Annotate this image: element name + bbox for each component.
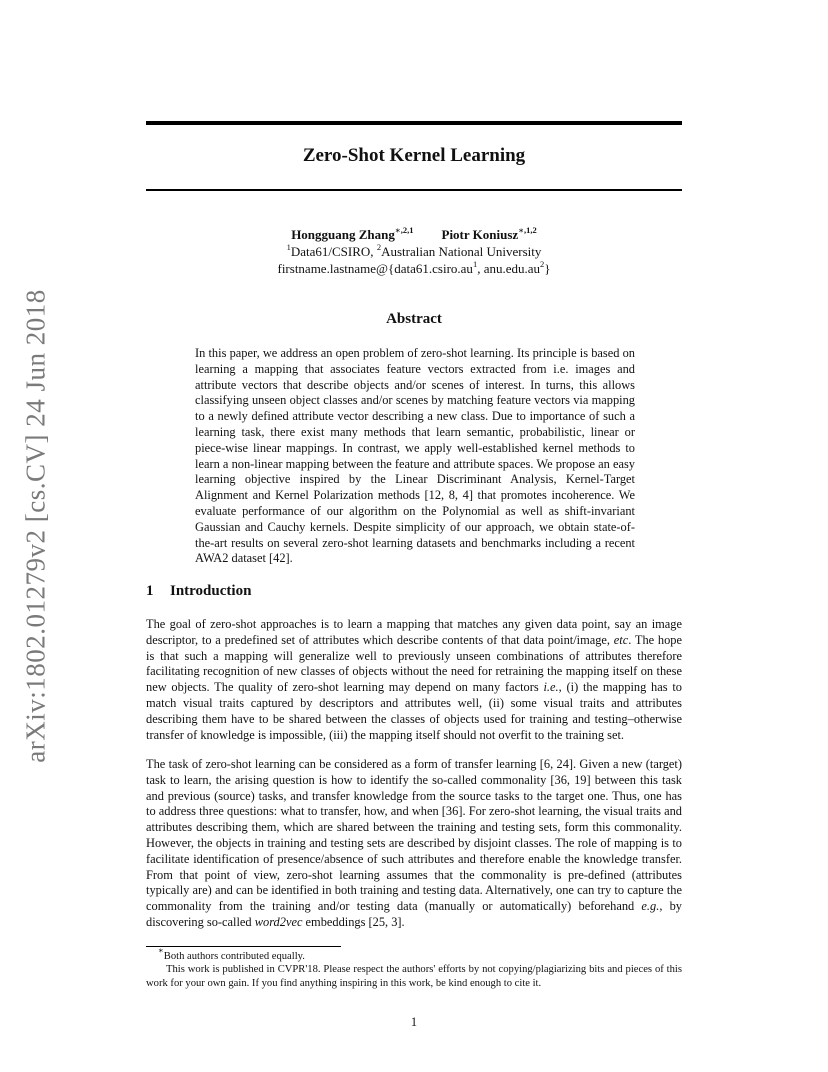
abstract-text: In this paper, we address an open problem of zero-shot learning. Its principle is based on learning a mapping that associates feature vectors extracted from i.e. images and attribute vectors that describe objects and/or scenes of interest. In turns, this allows classifying unseen object classes and/or scenes by matching feature vectors via mapping to a newly defined attribute vector describing a new class. Due to importance of such a learning task, there exist many methods that learn semantic, probabilistic, linear or piece-wise linear mappings. In contrast, we apply well-established kernel methods to learn a non-linear mapping between the feature and attribute spaces. We propose an easy learning objective inspired by the Linear Discriminant Analysis, Kernel-Target Alignment and Kernel Polarization methods [12, 8, 4] that promotes incoherence. We evaluate performance of our algorithm on the Polynomial as well as shift-invariant Gaussian and Cauchy kernels. Despite simplicity of our approach, we obtain state-of-the-art results on several zero-shot learning datasets and benchmarks including a recent AWA2 dataset [42]. bbox=[195, 346, 635, 566]
affil-mark-1: 1 bbox=[286, 241, 291, 252]
section-title: Introduction bbox=[170, 583, 252, 599]
author-2-affil: ∗,1,2 bbox=[518, 224, 537, 235]
author-email bbox=[146, 260, 682, 277]
p2-text-c: embeddings [25, 3]. bbox=[302, 914, 405, 929]
author-2 bbox=[441, 224, 537, 242]
arxiv-identifier-stamp: arXiv:1802.01279v2 [cs.CV] 24 Jun 2018 bbox=[20, 289, 51, 763]
footnote-1-mark: ∗ bbox=[158, 945, 164, 956]
author-1-name: Hongguang Zhang bbox=[291, 227, 395, 242]
section-number: 1 bbox=[146, 583, 154, 599]
affiliation-1: Data61/CSIRO, bbox=[290, 244, 377, 259]
email-mark-2: 2 bbox=[540, 258, 545, 269]
footnote-rule bbox=[146, 946, 341, 947]
footnote-1 bbox=[146, 945, 682, 964]
author-names bbox=[146, 226, 682, 243]
p2-text-a: The task of zero-shot learning can be considered as a form of transfer learning [6, 24]. Given a new (target) task to learn, the arising question is how to identify the so-called commonality [36, 19] between this task and previous (source) tasks, and transfer knowledge from the source tasks to the target one. Thus, one has to address three questions: what to transfer, how, and when [36]. For zero-shot learning, the visual traits and attributes describing them, which are shared between the training and testing sets, form this commonality. However, the objects in training and testing sets are described by disjoint classes. The role of mapping is to facilitate identification of presence/absence of such attributes and therefore enable the knowledge transfer. From that point of view, zero-shot learning assumes that the commonality is pre-defined (attributes typically are) and can be identified in both training and testing data. Alternatively, one can try to capture the commonality from the training and/or testing data (manually or automatically) beforehand bbox=[146, 757, 682, 914]
affiliation-2: Australian National University bbox=[381, 244, 542, 259]
page-number: 1 bbox=[410, 1015, 418, 1029]
section-heading bbox=[146, 583, 682, 600]
title-bottom-rule bbox=[146, 189, 682, 191]
email-part-3: } bbox=[544, 261, 551, 276]
affiliations bbox=[146, 243, 682, 260]
p1-text-a: The goal of zero-shot approaches is to learn a mapping that matches any given data point, say an image descriptor, to a predefined set of attributes which describe contents of that data point/image, bbox=[146, 617, 682, 647]
email-part-1: firstname.lastname@{data61.csiro.au bbox=[277, 261, 473, 276]
intro-paragraph-2 bbox=[146, 757, 682, 931]
paper-title: Zero-Shot Kernel Learning bbox=[302, 145, 526, 166]
p1-text-b: . The hope is that such a mapping will generalize well to previously unseen combinations of attributes therefore facilitating recognition of new classes of objects without the need for retraining the mapping itself on these new objects. The quality of zero-shot learning may depend on many factors bbox=[146, 632, 682, 695]
footnote-1-text: Both authors contributed equally. bbox=[163, 951, 305, 962]
author-1-affil: ∗,2,1 bbox=[394, 224, 414, 235]
p2-text-b: , by discovering so-called bbox=[146, 899, 682, 929]
title-top-rule bbox=[146, 121, 682, 125]
p1-text-c: , (i) the mapping has to match visual traits captured by descriptors and attributes well, (ii) some visual traits and attributes describing them have to be shared between the classes of objects used for training and testing–otherwise transfer of knowledge is impossible, (iii) the mapping itself should not overfit to the training set. bbox=[146, 680, 682, 742]
author-1 bbox=[291, 224, 414, 242]
author-2-name: Piotr Koniusz bbox=[441, 227, 519, 242]
affil-mark-2: 2 bbox=[376, 241, 382, 252]
p2-eg: e.g. bbox=[641, 899, 660, 914]
abstract-heading: Abstract bbox=[386, 311, 442, 327]
p1-ie: i.e. bbox=[543, 680, 559, 695]
email-mark-1: 1 bbox=[472, 258, 478, 269]
p1-etc: etc bbox=[613, 632, 629, 647]
footnote-2: This work is published in CVPR'18. Please respect the authors' efforts by not copying/plagiarizing bits and pieces of this work for your own gain. If you find anything inspiring in this work, be kind enough to cite it. bbox=[146, 964, 682, 989]
intro-paragraph-1 bbox=[146, 617, 682, 743]
p2-word2vec: word2vec bbox=[254, 914, 303, 929]
email-part-2: , anu.edu.au bbox=[477, 261, 540, 276]
author-block bbox=[146, 226, 682, 277]
